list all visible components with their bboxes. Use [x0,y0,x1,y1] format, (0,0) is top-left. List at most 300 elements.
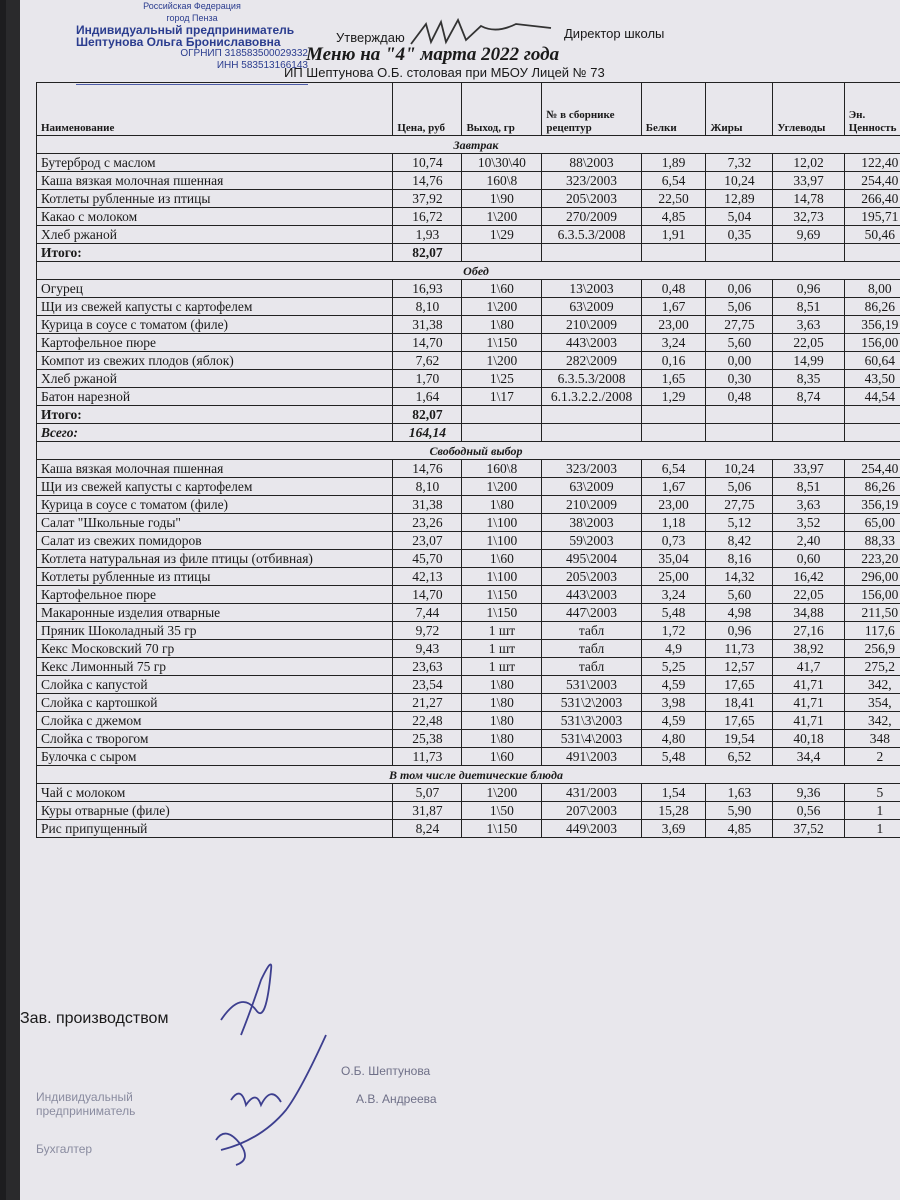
menu-row [37,226,900,244]
menu-cell: 1\80 [462,676,542,694]
menu-cell: 1\200 [462,352,542,370]
menu-row [37,640,900,658]
menu-cell: 1\80 [462,712,542,730]
menu-cell: 1\50 [462,802,542,820]
menu-cell: 11,73 [393,748,462,766]
menu-cell: 38\2003 [542,514,641,532]
empty-cell [462,424,542,442]
empty-cell [773,244,844,262]
menu-cell: 86,26 [844,478,900,496]
menu-cell: 17,65 [706,676,773,694]
menu-cell: 8,00 [844,280,900,298]
menu-cell: 449\2003 [542,820,641,838]
accountant-name: А.В. Андреева [356,1092,437,1106]
dish-name: Кекс Лимонный 75 гр [37,658,393,676]
section-title: В том числе диетические блюда [37,766,900,784]
menu-cell: 9,36 [773,784,844,802]
menu-cell: 45,70 [393,550,462,568]
menu-cell: 10,24 [706,172,773,190]
menu-cell: 342, [844,676,900,694]
menu-cell: 1\150 [462,586,542,604]
menu-cell: 354, [844,694,900,712]
menu-cell: 531\2\2003 [542,694,641,712]
menu-cell: 8,51 [773,298,844,316]
menu-cell: 22,48 [393,712,462,730]
grand-total-row [37,424,900,442]
col-header: № в сборнике рецептур [542,83,641,136]
menu-cell: 443\2003 [542,334,641,352]
menu-cell: 210\2009 [542,316,641,334]
menu-cell: 27,75 [706,316,773,334]
empty-cell [641,244,706,262]
page-edge [6,0,20,1200]
menu-cell: 31,87 [393,802,462,820]
menu-cell: 88\2003 [542,154,641,172]
menu-cell: 8,35 [773,370,844,388]
dish-name: Каша вязкая молочная пшенная [37,460,393,478]
menu-row [37,676,900,694]
menu-cell: 41,7 [773,658,844,676]
menu-cell: 41,71 [773,676,844,694]
menu-cell: 1,91 [641,226,706,244]
production-signature [211,950,291,1040]
menu-cell: 1\80 [462,316,542,334]
menu-cell: 12,57 [706,658,773,676]
menu-cell: 1,18 [641,514,706,532]
dish-name: Булочка с сыром [37,748,393,766]
total-value: 82,07 [393,406,462,424]
menu-cell: 3,63 [773,316,844,334]
dish-name: Какао с молоком [37,208,393,226]
menu-cell: 7,44 [393,604,462,622]
menu-cell: 1,29 [641,388,706,406]
menu-cell: 2 [844,748,900,766]
dish-name: Кекс Московский 70 гр [37,640,393,658]
menu-row [37,784,900,802]
menu-cell: 0,00 [706,352,773,370]
accountant-label: Бухгалтер [36,1142,93,1156]
menu-row [37,748,900,766]
empty-cell [542,424,641,442]
menu-cell: 1,54 [641,784,706,802]
menu-table [36,82,900,838]
menu-row [37,586,900,604]
menu-cell: 25,00 [641,568,706,586]
menu-cell: 23,00 [641,316,706,334]
dish-name: Щи из свежей капусты с картофелем [37,478,393,496]
ip-signature [201,1030,331,1170]
menu-row [37,190,900,208]
menu-cell: 205\2003 [542,568,641,586]
menu-cell: 5,06 [706,478,773,496]
ip-label: Индивидуальный предприниматель [36,1090,136,1118]
dish-name: Пряник Шоколадный 35 гр [37,622,393,640]
menu-cell: 65,00 [844,514,900,532]
dish-name: Котлета натуральная из филе птицы (отбивная) [37,550,393,568]
dish-name: Слойка с картошкой [37,694,393,712]
menu-cell: 16,72 [393,208,462,226]
menu-row [37,388,900,406]
menu-cell: 19,54 [706,730,773,748]
dish-name: Слойка с капустой [37,676,393,694]
menu-cell: 23,54 [393,676,462,694]
menu-cell: 86,26 [844,298,900,316]
menu-cell: 0,48 [706,388,773,406]
menu-cell: 5,60 [706,334,773,352]
menu-cell: 44,54 [844,388,900,406]
stamp-line: город Пенза [166,13,218,23]
dish-name: Рис припущенный [37,820,393,838]
menu-row [37,352,900,370]
menu-cell: 0,16 [641,352,706,370]
menu-cell: 5,90 [706,802,773,820]
menu-cell: 1\25 [462,370,542,388]
menu-cell: 12,89 [706,190,773,208]
stamp-line: Российская Федерация [143,1,241,11]
dish-name: Курица в соусе с томатом (филе) [37,316,393,334]
menu-cell: 38,92 [773,640,844,658]
menu-cell: 1,63 [706,784,773,802]
menu-row [37,334,900,352]
table-header [37,83,900,136]
menu-cell: 16,42 [773,568,844,586]
ip-name: О.Б. Шептунова [341,1064,431,1078]
dish-name: Картофельное пюре [37,586,393,604]
grand-total-value: 164,14 [393,424,462,442]
menu-cell: 1\90 [462,190,542,208]
menu-cell: 356,19 [844,496,900,514]
menu-cell: 31,38 [393,496,462,514]
menu-cell: 6.1.3.2.2./2008 [542,388,641,406]
menu-cell: 1 шт [462,658,542,676]
empty-cell [641,406,706,424]
menu-cell: 4,98 [706,604,773,622]
menu-cell: 223,20 [844,550,900,568]
dish-name: Котлеты рубленные из птицы [37,568,393,586]
menu-cell: 160\8 [462,460,542,478]
menu-cell: 8,10 [393,298,462,316]
menu-cell: 34,88 [773,604,844,622]
menu-cell: 10,24 [706,460,773,478]
menu-cell: 1\150 [462,820,542,838]
approve-label: Утверждаю [336,30,405,45]
company-stamp [76,0,308,85]
dish-name: Слойка с творогом [37,730,393,748]
menu-cell: 1\150 [462,604,542,622]
menu-cell: 8,10 [393,478,462,496]
menu-cell: 6.3.5.3/2008 [542,226,641,244]
dish-name: Каша вязкая молочная пшенная [37,172,393,190]
menu-cell: 254,40 [844,172,900,190]
empty-cell [542,406,641,424]
empty-cell [844,244,900,262]
menu-cell: 2,40 [773,532,844,550]
empty-cell [462,244,542,262]
menu-cell: 0,06 [706,280,773,298]
menu-cell: 323/2003 [542,460,641,478]
stamp-line: ОГРНИП 318583500029332 [180,48,308,59]
menu-cell: 1\200 [462,784,542,802]
menu-cell: 5,07 [393,784,462,802]
menu-cell: 1\200 [462,298,542,316]
menu-row [37,460,900,478]
menu-cell: 1\60 [462,280,542,298]
menu-row [37,694,900,712]
menu-cell: 33,97 [773,172,844,190]
menu-cell: 1,67 [641,298,706,316]
menu-row [37,208,900,226]
menu-cell: 275,2 [844,658,900,676]
menu-cell: 5 [844,784,900,802]
menu-cell: 23,07 [393,532,462,550]
menu-cell: 1,64 [393,388,462,406]
menu-row [37,280,900,298]
menu-cell: 491\2003 [542,748,641,766]
dish-name: Батон нарезной [37,388,393,406]
menu-cell: 254,40 [844,460,900,478]
menu-cell: 3,63 [773,496,844,514]
col-header: Углеводы [773,83,844,136]
menu-cell: 3,98 [641,694,706,712]
menu-cell: 14,76 [393,460,462,478]
section-header [37,136,900,154]
dish-name: Огурец [37,280,393,298]
menu-cell: 282\2009 [542,352,641,370]
section-title: Обед [37,262,900,280]
section-header [37,766,900,784]
menu-cell: 5,04 [706,208,773,226]
menu-cell: 14,78 [773,190,844,208]
dish-name: Салат из свежих помидоров [37,532,393,550]
menu-cell: 35,04 [641,550,706,568]
menu-cell: 1 [844,820,900,838]
menu-cell: 3,24 [641,334,706,352]
empty-cell [773,424,844,442]
empty-cell [706,406,773,424]
menu-cell: 27,16 [773,622,844,640]
director-label: Директор школы [564,26,665,41]
stamp-line: Шептунова Ольга Брониславовна [76,35,281,49]
menu-cell: 6,54 [641,460,706,478]
menu-row [37,154,900,172]
total-row [37,406,900,424]
menu-cell: 34,4 [773,748,844,766]
menu-cell: 33,97 [773,460,844,478]
menu-cell: 14,32 [706,568,773,586]
menu-cell: 14,76 [393,172,462,190]
total-label: Итого: [37,406,393,424]
menu-cell: 1\17 [462,388,542,406]
menu-cell: 117,6 [844,622,900,640]
menu-cell: 531\3\2003 [542,712,641,730]
menu-cell: 8,51 [773,478,844,496]
menu-body [37,136,900,838]
menu-cell: 122,40 [844,154,900,172]
menu-cell: 13\2003 [542,280,641,298]
dish-name: Макаронные изделия отварные [37,604,393,622]
dish-name: Курица в соусе с томатом (филе) [37,496,393,514]
menu-cell: 6,52 [706,748,773,766]
menu-cell: 531\4\2003 [542,730,641,748]
menu-cell: 0,60 [773,550,844,568]
menu-cell: 5,48 [641,748,706,766]
menu-cell: 1 [844,802,900,820]
menu-cell: 1\60 [462,550,542,568]
col-header: Эн. Ценность [844,83,900,136]
menu-cell: 1,72 [641,622,706,640]
menu-cell: 4,9 [641,640,706,658]
production-label: Зав. производством [20,1010,169,1027]
menu-cell: 63\2009 [542,298,641,316]
menu-cell: табл [542,640,641,658]
menu-cell: 23,63 [393,658,462,676]
menu-cell: 41,71 [773,712,844,730]
menu-cell: 23,26 [393,514,462,532]
menu-cell: 9,69 [773,226,844,244]
menu-cell: 8,42 [706,532,773,550]
menu-cell: 6.3.5.3/2008 [542,370,641,388]
menu-cell: 0,30 [706,370,773,388]
menu-cell: 1\29 [462,226,542,244]
menu-cell: 22,05 [773,334,844,352]
menu-cell: 18,41 [706,694,773,712]
menu-cell: 11,73 [706,640,773,658]
menu-row [37,496,900,514]
menu-cell: 9,43 [393,640,462,658]
menu-cell: 37,92 [393,190,462,208]
menu-row [37,604,900,622]
menu-cell: 42,13 [393,568,462,586]
menu-cell: 342, [844,712,900,730]
menu-cell: 266,40 [844,190,900,208]
section-header [37,262,900,280]
menu-cell: 0,96 [773,280,844,298]
menu-cell: 1,70 [393,370,462,388]
menu-cell: 40,18 [773,730,844,748]
menu-cell: 23,00 [641,496,706,514]
menu-cell: табл [542,622,641,640]
menu-cell: 431/2003 [542,784,641,802]
menu-cell: 211,50 [844,604,900,622]
total-value: 82,07 [393,244,462,262]
menu-cell: 7,32 [706,154,773,172]
empty-cell [706,424,773,442]
menu-cell: 1\80 [462,694,542,712]
menu-cell: 5,60 [706,586,773,604]
menu-row [37,532,900,550]
menu-row [37,622,900,640]
menu-cell: 1\100 [462,514,542,532]
empty-cell [773,406,844,424]
menu-row [37,478,900,496]
menu-cell: 63\2009 [542,478,641,496]
menu-cell: 16,93 [393,280,462,298]
menu-cell: 0,73 [641,532,706,550]
menu-cell: 25,38 [393,730,462,748]
menu-cell: 22,05 [773,586,844,604]
menu-cell: 21,27 [393,694,462,712]
menu-cell: 59\2003 [542,532,641,550]
menu-cell: 0,35 [706,226,773,244]
menu-cell: 12,02 [773,154,844,172]
stamp-line: Индивидуальный предприниматель [76,23,295,37]
menu-cell: 14,70 [393,586,462,604]
menu-row [37,712,900,730]
col-header: Белки [641,83,706,136]
menu-cell: 160\8 [462,172,542,190]
dish-name: Хлеб ржаной [37,226,393,244]
menu-cell: 4,59 [641,712,706,730]
menu-cell: 5,12 [706,514,773,532]
section-header [37,442,900,460]
menu-cell: 4,85 [706,820,773,838]
menu-cell: 10\30\40 [462,154,542,172]
menu-row [37,730,900,748]
menu-cell: 88,33 [844,532,900,550]
menu-row [37,172,900,190]
menu-cell: 1\60 [462,748,542,766]
dish-name: Бутерброд с маслом [37,154,393,172]
section-title: Завтрак [37,136,900,154]
dish-name: Компот из свежих плодов (яблок) [37,352,393,370]
menu-cell: 207\2003 [542,802,641,820]
menu-cell: 17,65 [706,712,773,730]
menu-cell: 3,24 [641,586,706,604]
menu-cell: 5,48 [641,604,706,622]
menu-cell: 32,73 [773,208,844,226]
menu-cell: 5,25 [641,658,706,676]
menu-sheet [6,0,900,1200]
menu-cell: 1,65 [641,370,706,388]
section-title: Свободный выбор [37,442,900,460]
menu-cell: 1\150 [462,334,542,352]
col-header: Цена, руб [393,83,462,136]
grand-total-label: Всего: [37,424,393,442]
menu-cell: 0,56 [773,802,844,820]
menu-cell: 15,28 [641,802,706,820]
menu-cell: 10,74 [393,154,462,172]
menu-cell: 43,50 [844,370,900,388]
menu-cell: 0,48 [641,280,706,298]
menu-cell: 156,00 [844,586,900,604]
menu-cell: 37,52 [773,820,844,838]
menu-cell: 14,99 [773,352,844,370]
menu-cell: 5,06 [706,298,773,316]
menu-cell: 41,71 [773,694,844,712]
menu-cell: 7,62 [393,352,462,370]
menu-cell: 447\2003 [542,604,641,622]
menu-cell: 1\80 [462,496,542,514]
menu-cell: 1,93 [393,226,462,244]
dish-name: Картофельное пюре [37,334,393,352]
menu-cell: 256,9 [844,640,900,658]
page-subtitle: ИП Шептунова О.Б. столовая при МБОУ Лицей № 73 [284,65,605,80]
menu-cell: 0,96 [706,622,773,640]
dish-name: Салат "Школьные годы" [37,514,393,532]
menu-cell: 443\2003 [542,586,641,604]
empty-cell [641,424,706,442]
empty-cell [706,244,773,262]
col-header: Выход, гр [462,83,542,136]
menu-cell: 1\200 [462,208,542,226]
menu-cell: табл [542,658,641,676]
menu-cell: 195,71 [844,208,900,226]
menu-cell: 27,75 [706,496,773,514]
dish-name: Слойка с джемом [37,712,393,730]
menu-row [37,550,900,568]
dish-name: Куры отварные (филе) [37,802,393,820]
dish-name: Щи из свежей капусты с картофелем [37,298,393,316]
